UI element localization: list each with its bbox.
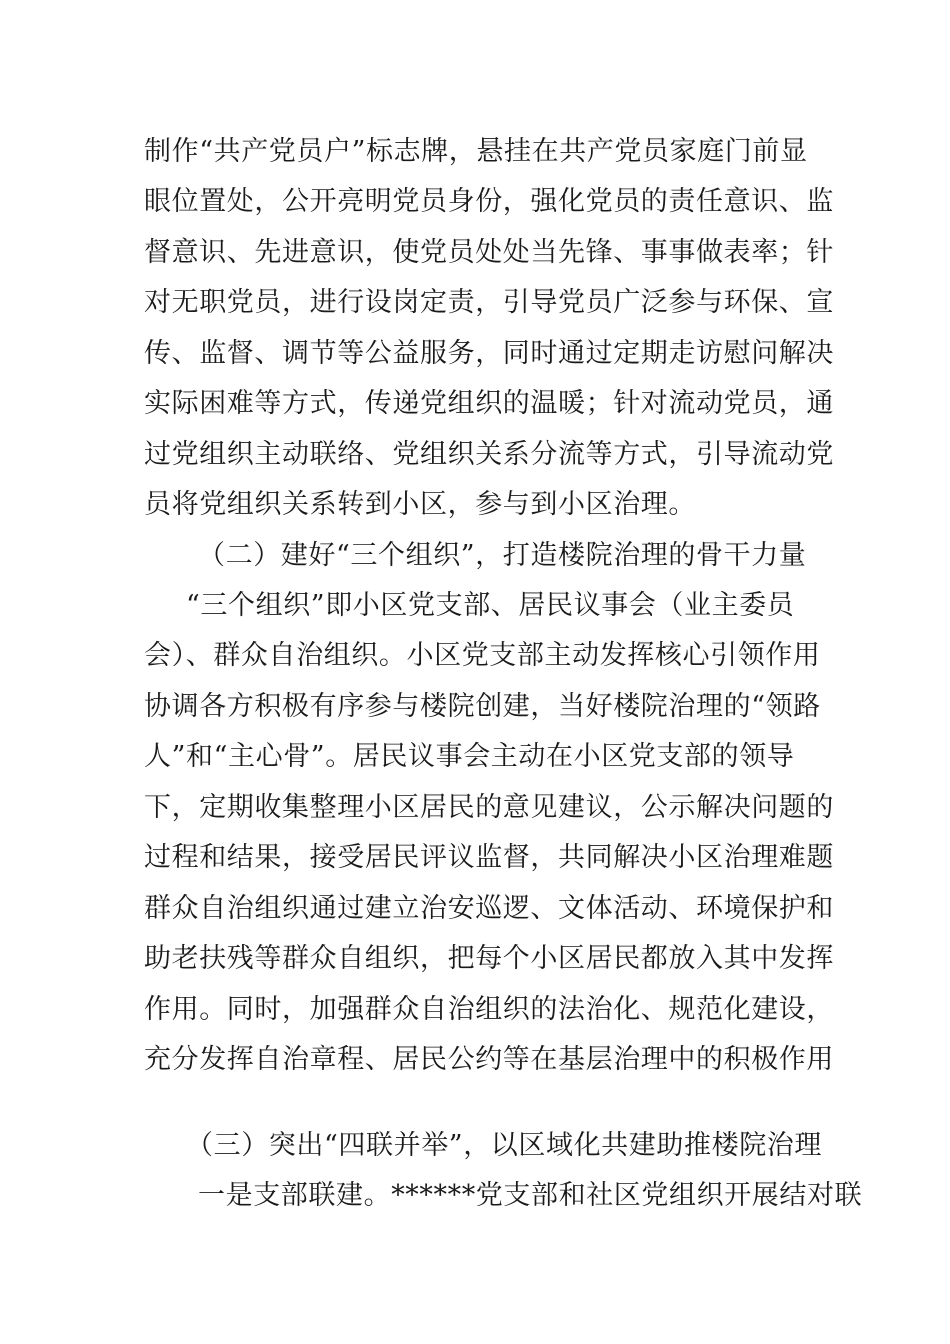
paragraph-line: 充分发挥自治章程、居民公约等在基层治理中的积极作用 (144, 1044, 834, 1075)
paragraph-line: 眼位置处，公开亮明党员身份，强化党员的责任意识、监 (144, 186, 834, 217)
paragraph-line: 群众自治组织通过建立治安巡逻、文体活动、环境保护和 (144, 893, 834, 924)
paragraph-line: 制作“共产党员户”标志牌，悬挂在共产党员家庭门前显 (144, 136, 808, 167)
paragraph-line: 作用。同时，加强群众自治组织的法治化、规范化建设， (144, 994, 834, 1025)
paragraph-line: 员将党组织关系转到小区，参与到小区治理。 (144, 489, 696, 520)
section-heading: （三）突出“四联并举”，以区域化共建助推楼院治理 (186, 1130, 823, 1161)
paragraph-line: 下，定期收集整理小区居民的意见建议，公示解决问题的 (144, 792, 834, 823)
paragraph-line: 协调各方积极有序参与楼院创建，当好楼院治理的“领路 (144, 691, 821, 722)
paragraph-line: 传、监督、调节等公益服务，同时通过定期走访慰问解决 (144, 338, 834, 369)
paragraph-line: 人”和“主心骨”。居民议事会主动在小区党支部的领导 (144, 741, 795, 772)
paragraph-line: 过党组织主动联络、党组织关系分流等方式，引导流动党 (144, 439, 834, 470)
paragraph-line: 过程和结果，接受居民评议监督，共同解决小区治理难题 (144, 842, 834, 873)
paragraph-line: 助老扶残等群众自组织，把每个小区居民都放入其中发挥 (144, 943, 834, 974)
paragraph-line: 实际困难等方式，传递党组织的温暖；针对流动党员，通 (144, 388, 834, 419)
paragraph-line: “三个组织”即小区党支部、居民议事会（业主委员 (186, 590, 795, 621)
paragraph-line: 会）、群众自治组织。小区党支部主动发挥核心引领作用 (144, 640, 821, 671)
section-heading: （二）建好“三个组织”，打造楼院治理的骨干力量 (198, 540, 807, 571)
paragraph-line: 对无职党员，进行设岗定责，引导党员广泛参与环保、宣 (144, 287, 834, 318)
paragraph-line: 督意识、先进意识，使党员处处当先锋、事事做表率；针 (144, 237, 834, 268)
paragraph-line: 一是支部联建。******党支部和社区党组织开展结对联 (198, 1180, 863, 1211)
